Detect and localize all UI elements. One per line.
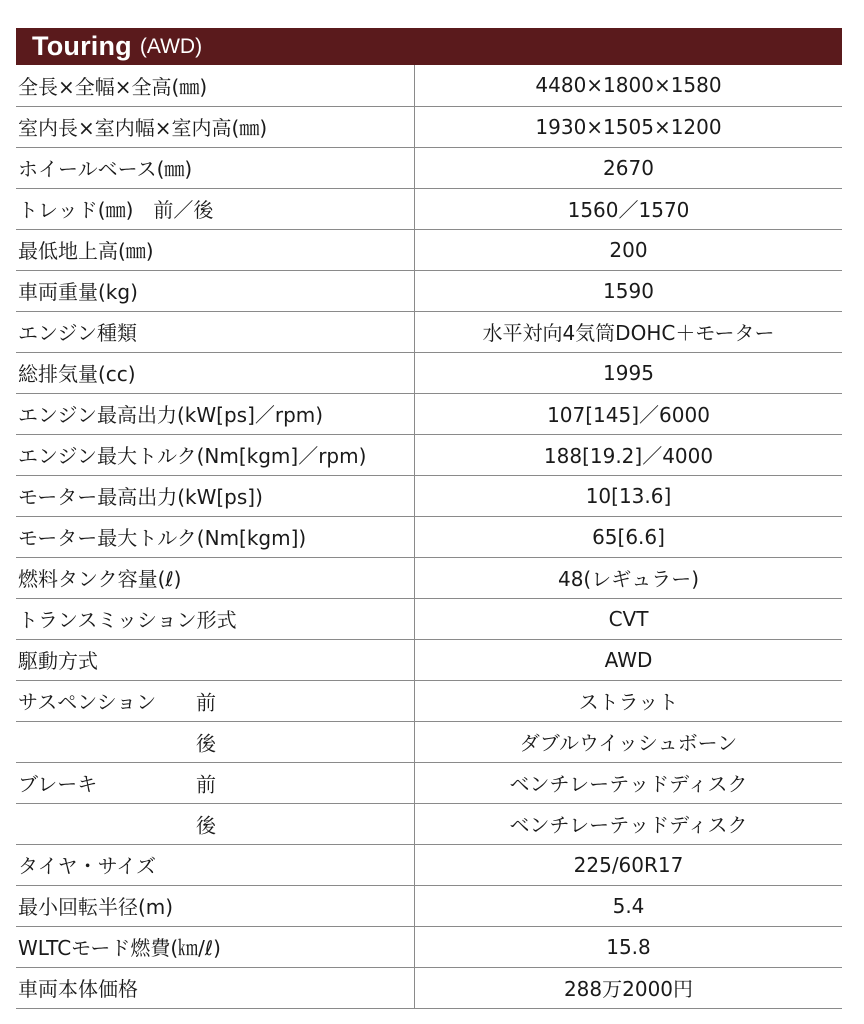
- spec-label-cell: [16, 926, 415, 967]
- spec-label-cell: [16, 803, 415, 844]
- spec-value: ダブルウイッシュボーン: [519, 731, 738, 755]
- spec-value: 188[19.2]／4000: [543, 444, 714, 468]
- spec-value: ベンチレーテッドディスク: [509, 813, 748, 837]
- spec-label: タイヤ・サイズ: [18, 854, 156, 878]
- spec-value: 1590: [603, 278, 654, 303]
- spec-label-cell: [16, 680, 415, 721]
- spec-value: 15.8: [606, 934, 651, 959]
- spec-label-cell: [16, 147, 415, 188]
- spec-row: [16, 639, 842, 680]
- spec-row: [16, 598, 842, 639]
- spec-label-cell: [16, 229, 415, 270]
- spec-value: 1995: [603, 360, 654, 385]
- spec-label: WLTCモード燃費(㎞/ℓ): [18, 936, 221, 960]
- spec-label: 最低地上高(㎜): [18, 239, 154, 263]
- spec-value: CVT: [608, 606, 649, 631]
- spec-row: [16, 557, 842, 598]
- spec-row: [16, 147, 842, 188]
- spec-table-body: [16, 65, 842, 1008]
- spec-label-cell: [16, 270, 415, 311]
- spec-label-cell: [16, 967, 415, 1008]
- spec-row: [16, 967, 842, 1008]
- spec-row: [16, 475, 842, 516]
- spec-label-cell: [16, 106, 415, 147]
- spec-sub-label: 後: [196, 731, 216, 755]
- spec-label-cell: [16, 721, 415, 762]
- spec-label-cell: [16, 557, 415, 598]
- spec-value: 65[6.6]: [592, 524, 665, 549]
- spec-row: [16, 885, 842, 926]
- spec-row: [16, 762, 842, 803]
- spec-value: 10[13.6]: [585, 483, 672, 508]
- spec-label: サスペンション: [18, 690, 157, 714]
- spec-label: モーター最大トルク(Nm[kgm]): [18, 526, 307, 550]
- spec-label-cell: [16, 352, 415, 393]
- spec-label-cell: [16, 475, 415, 516]
- spec-row: [16, 229, 842, 270]
- spec-value: 107[145]／6000: [547, 403, 710, 427]
- spec-label: エンジン種類: [18, 321, 137, 345]
- spec-label-cell: [16, 65, 415, 106]
- spec-label-cell: [16, 434, 415, 475]
- spec-label: モーター最高出力(kW[ps]): [18, 485, 263, 509]
- spec-label: 総排気量(cc): [18, 362, 136, 386]
- spec-label: ホイールベース(㎜): [18, 157, 193, 181]
- spec-label-cell: [16, 844, 415, 885]
- spec-value: 48(レギュラー): [557, 567, 700, 591]
- spec-value: 1560／1570: [567, 198, 690, 222]
- spec-value: 2670: [603, 155, 654, 180]
- spec-label-cell: [16, 762, 415, 803]
- spec-value: 5.4: [612, 893, 645, 918]
- spec-value: 288万2000円: [563, 977, 694, 1001]
- spec-row: [16, 311, 842, 352]
- spec-row: [16, 803, 842, 844]
- spec-value: AWD: [604, 647, 653, 672]
- spec-sub-label: 前: [196, 690, 216, 714]
- spec-label: 全長×全幅×全高(㎜): [18, 74, 208, 99]
- spec-value: 水平対向4気筒DOHC＋モーター: [482, 321, 775, 345]
- spec-label: トレッド(㎜) 前／後: [18, 198, 214, 222]
- spec-row: [16, 65, 842, 106]
- spec-sub-label: 前: [196, 772, 216, 796]
- spec-label-cell: [16, 188, 415, 229]
- spec-label: 車両重量(kg): [18, 280, 138, 304]
- spec-label-cell: [16, 639, 415, 680]
- spec-value: ベンチレーテッドディスク: [509, 772, 748, 796]
- spec-row: [16, 926, 842, 967]
- spec-row: [16, 844, 842, 885]
- spec-table: [16, 65, 842, 1009]
- spec-value: 4480×1800×1580: [535, 73, 722, 98]
- spec-row: [16, 352, 842, 393]
- spec-value: 200: [609, 237, 648, 262]
- spec-row: [16, 188, 842, 229]
- spec-label-cell: [16, 311, 415, 352]
- spec-value: 225/60R17: [573, 852, 684, 877]
- title-main: Touring: [32, 31, 132, 61]
- spec-row: [16, 516, 842, 557]
- spec-label: 駆動方式: [18, 649, 98, 673]
- spec-row: [16, 721, 842, 762]
- spec-label: 車両本体価格: [18, 977, 138, 1001]
- spec-label: 室内長×室内幅×室内高(㎜): [18, 116, 268, 140]
- spec-label: エンジン最大トルク(Nm[kgm]／rpm): [18, 444, 367, 468]
- spec-row: [16, 434, 842, 475]
- spec-label: ブレーキ: [18, 772, 98, 796]
- spec-value: ストラット: [578, 690, 679, 714]
- title-bar: [16, 28, 842, 65]
- title-sub: (AWD): [139, 34, 203, 58]
- spec-label: 最小回転半径(m): [18, 895, 174, 919]
- spec-label-cell: [16, 516, 415, 557]
- spec-row: [16, 106, 842, 147]
- spec-label: トランスミッション形式: [18, 608, 237, 632]
- spec-row: [16, 680, 842, 721]
- spec-value: 1930×1505×1200: [535, 114, 722, 139]
- spec-label-cell: [16, 885, 415, 926]
- spec-row: [16, 393, 842, 434]
- spec-sub-label: 後: [196, 813, 216, 837]
- spec-sheet: [16, 28, 842, 1009]
- spec-row: [16, 270, 842, 311]
- spec-label-cell: [16, 598, 415, 639]
- spec-label: 燃料タンク容量(ℓ): [18, 567, 182, 591]
- spec-label-cell: [16, 393, 415, 434]
- spec-label: エンジン最高出力(kW[ps]／rpm): [18, 403, 324, 427]
